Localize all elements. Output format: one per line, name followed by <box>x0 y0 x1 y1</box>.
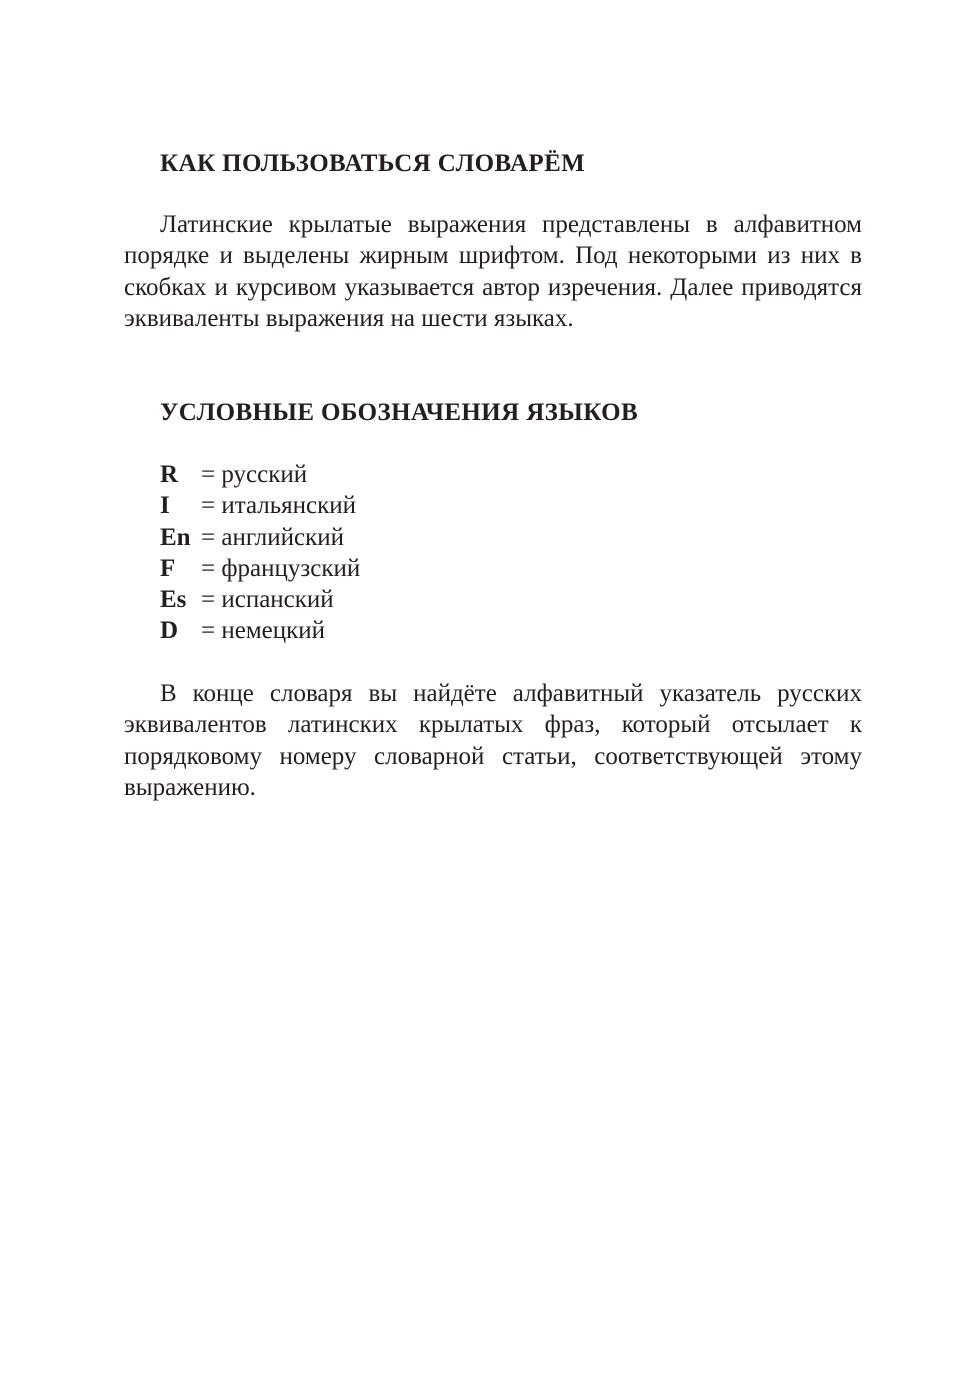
language-legend <box>160 459 360 647</box>
legend-row <box>160 522 360 553</box>
language-code: F <box>160 554 176 582</box>
legend-row <box>160 490 360 521</box>
index-paragraph: В конце словаря вы найдёте алфавитный указатель русских эквивалентов латинских крылатых фраз, который отсылает к порядковому номеру словарной статьи, соответствующей этому выражению. <box>124 680 862 801</box>
language-name: = французский <box>201 554 361 582</box>
legend-row <box>160 584 360 615</box>
language-code: I <box>160 492 170 520</box>
section-heading-language-codes: УСЛОВНЫЕ ОБОЗНАЧЕНИЯ ЯЗЫКОВ <box>160 399 639 426</box>
legend-row <box>160 615 360 646</box>
language-name: = русский <box>201 461 308 488</box>
language-name: = английский <box>201 523 345 551</box>
language-code: D <box>160 617 179 645</box>
language-code: Es <box>160 586 187 614</box>
language-code: R <box>160 461 179 488</box>
language-name: = итальянский <box>201 492 357 520</box>
legend-row <box>160 553 360 584</box>
section-heading-how-to-use: КАК ПОЛЬЗОВАТЬСЯ СЛОВАРЁМ <box>160 150 586 177</box>
language-name: = немецкий <box>201 617 326 645</box>
intro-paragraph: Латинские крылатые выражения представлены в алфавитном порядке и выделены жирным шрифтом. Под некоторыми из них в скобках и курсивом указывается автор изречения. Далее приводятся эквиваленты выражения на шести языках. <box>124 211 862 332</box>
language-name: = испанский <box>201 586 334 614</box>
legend-row <box>160 459 360 490</box>
language-code: En <box>160 523 191 551</box>
